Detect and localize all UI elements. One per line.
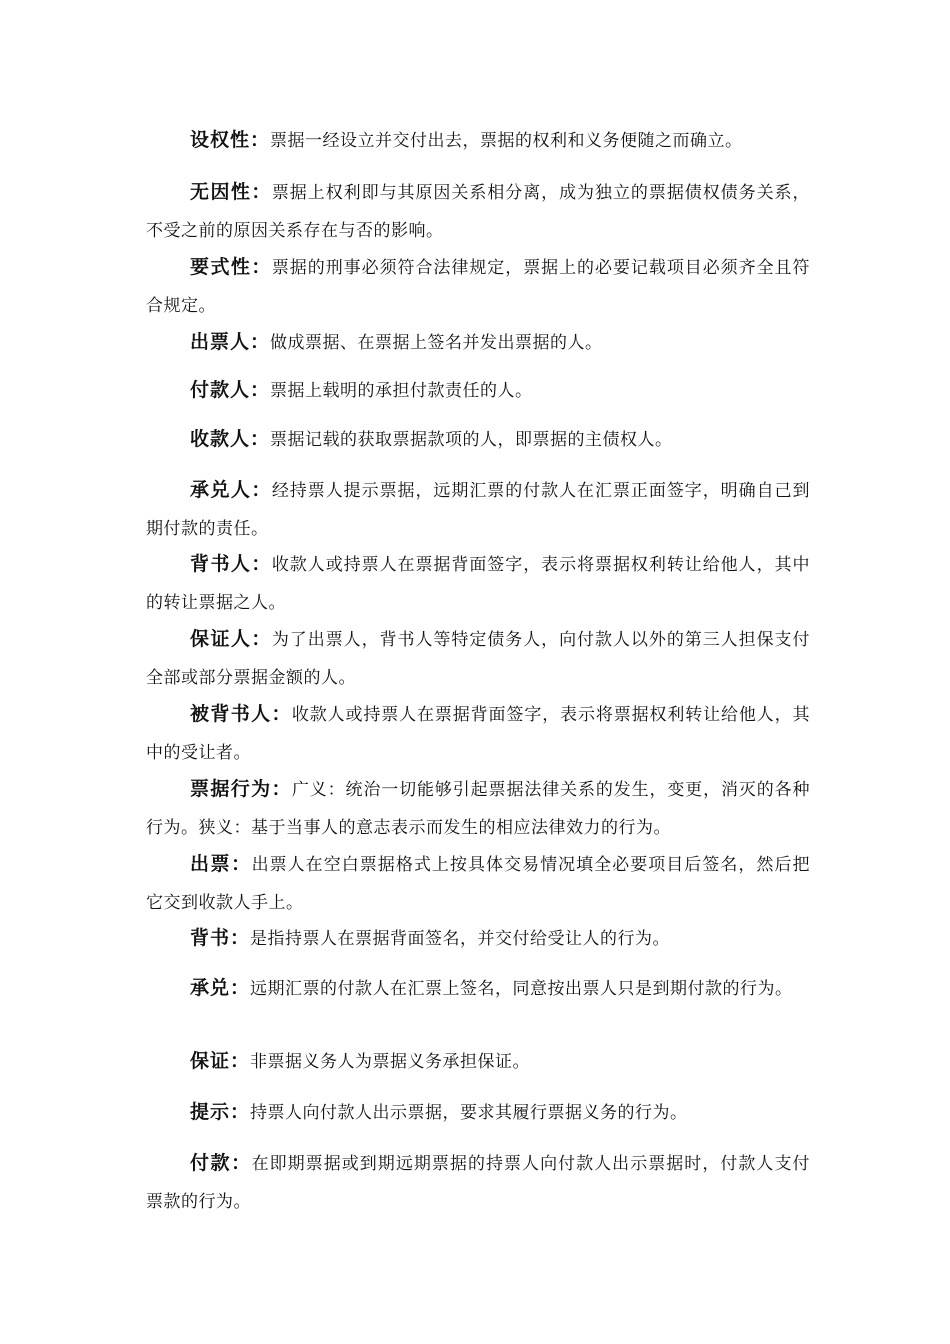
term-separator: ： [230,1050,251,1072]
term: 提示 [190,1101,231,1123]
definition: 非票据义务人为票据义务承担保证。 [250,1052,531,1072]
entry-piaojuxingwei [146,770,810,847]
term: 设权性 [190,129,251,151]
definition: 票据记载的获取票据款项的人，即票据的主债权人。 [270,430,673,450]
term: 出票 [190,853,232,875]
definition: 远期汇票的付款人在汇票上签名，同意按出票人只是到期付款的行为。 [250,979,793,999]
entry-chengduiren [146,471,810,548]
entry-baozheng [146,1042,810,1081]
term: 保证 [190,1050,231,1072]
term: 无因性 [190,181,252,203]
entry-baozhengren [146,620,810,697]
definition: 做成票据、在票据上签名并发出票据的人。 [270,333,603,353]
definition: 是指持票人在票据背面签名，并交付给受让人的行为。 [250,929,671,949]
term-separator: ： [271,778,292,800]
term: 付款人 [190,379,251,401]
entry-yaoshixing [146,248,810,325]
term: 背书 [190,927,231,949]
entry-fukuan [146,1144,810,1221]
term-separator: ： [231,1152,252,1174]
definition: 在即期票据或到期远期票据的持票人向付款人出示票据时，付款人支付票款的行为。 [146,1154,810,1212]
entry-quanshexing [146,121,810,160]
entry-tishi [146,1093,810,1132]
definition: 收款人或持票人在票据背面签字，表示将票据权利转让给他人，其中的受让者。 [146,705,810,763]
term-separator: ： [230,1101,251,1123]
entry-chengdui [146,969,810,1008]
term-separator: ： [251,553,272,575]
entry-beishuren [146,545,810,622]
term: 承兑 [190,977,231,999]
term: 票据行为 [190,778,272,800]
term-separator: ： [251,479,272,501]
entry-chupiao [146,845,810,922]
definition: 持票人向付款人出示票据，要求其履行票据义务的行为。 [250,1103,688,1123]
term-separator: ： [250,379,271,401]
definition: 票据上载明的承担付款责任的人。 [270,381,533,401]
term: 出票人 [190,331,251,353]
term: 付款 [190,1152,232,1174]
definition: 经持票人提示票据，远期汇票的付款人在汇票正面签字，明确自己到期付款的责任。 [146,481,810,539]
definition: 票据的刑事必须符合法律规定，票据上的必要记载项目必须齐全且符合规定。 [146,258,810,316]
term-separator: ： [250,129,271,151]
definition: 广义：统治一切能够引起票据法律关系的发生，变更，消灭的各种行为。狭义：基于当事人的意志表示而发生的相应法律效力的行为。 [146,780,810,838]
definition: 收款人或持票人在票据背面签字，表示将票据权利转让给他人，其中的转让票据之人。 [146,555,810,613]
term-separator: ： [230,927,251,949]
definition: 票据一经设立并交付出去，票据的权利和义务便随之而确立。 [270,131,743,151]
term-separator: ： [250,428,271,450]
definition: 票据上权利即与其原因关系相分离，成为独立的票据债权债务关系，不受之前的原因关系存在与否的影响。 [146,183,810,241]
entry-wuyinxing [146,173,810,250]
term-separator: ： [250,331,271,353]
term-separator: ： [230,977,251,999]
term: 背书人 [190,553,252,575]
definition: 为了出票人，背书人等特定债务人，向付款人以外的第三人担保支付全部或部分票据金额的人。 [146,630,810,688]
entry-shoukuanren [146,420,810,459]
term-separator: ： [251,181,272,203]
entry-beishu [146,919,810,958]
term-separator: ： [271,703,292,725]
entry-fukuanren [146,371,810,410]
term-separator: ： [251,256,272,278]
term: 要式性 [190,256,252,278]
term: 收款人 [190,428,251,450]
term-separator: ： [231,853,252,875]
term: 承兑人 [190,479,252,501]
entry-chupiaoren [146,323,810,362]
term-separator: ： [251,628,272,650]
term: 被背书人 [190,703,272,725]
definition: 出票人在空白票据格式上按具体交易情况填全必要项目后签名，然后把它交到收款人手上。 [146,855,810,913]
entry-beibeishuren [146,695,810,772]
term: 保证人 [190,628,252,650]
